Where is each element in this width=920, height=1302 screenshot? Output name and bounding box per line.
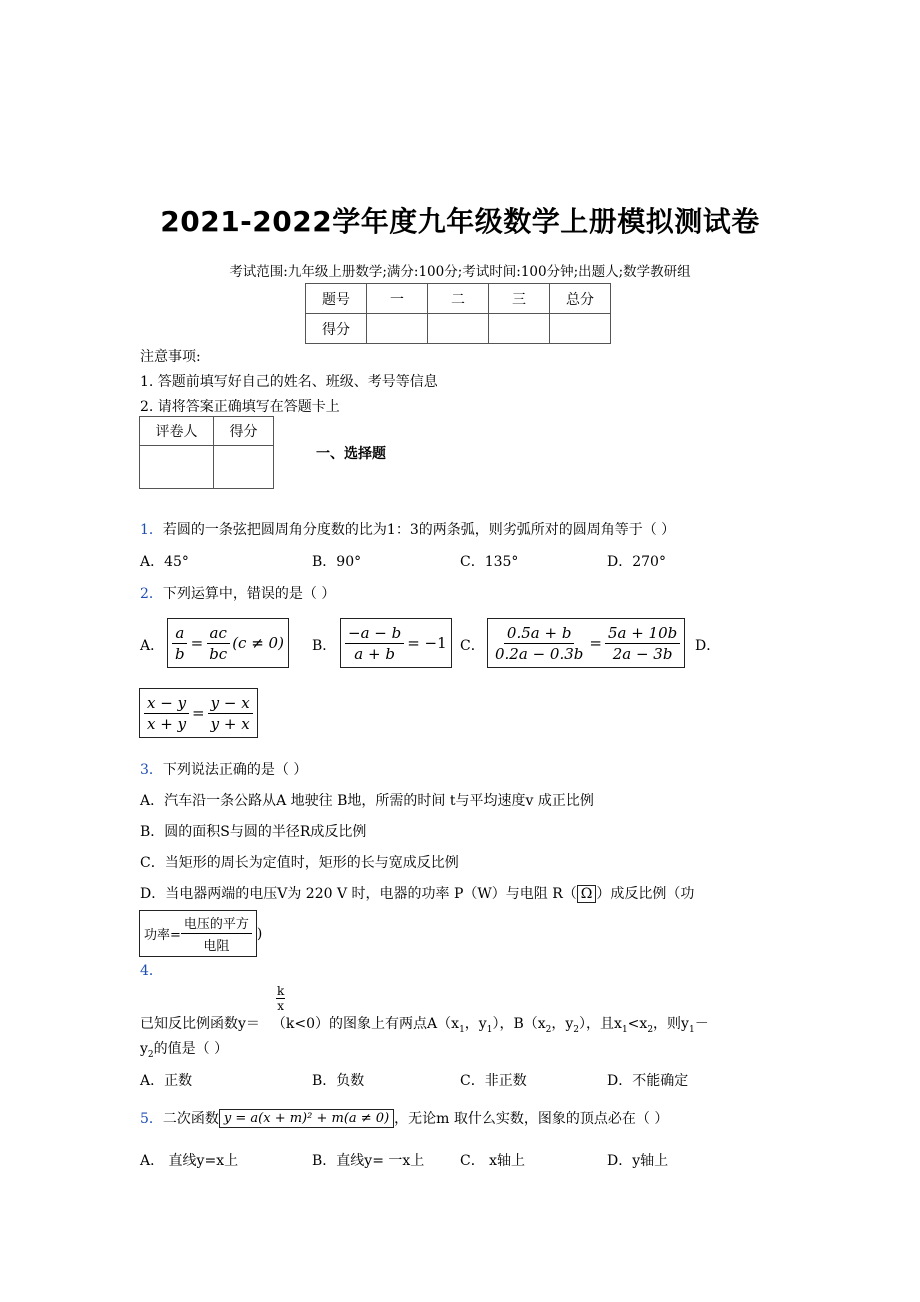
power-formula: 功率= $\frac{\text{电压的平方}}{\text{电阻}}$ ) <box>139 910 262 957</box>
formula-a: $\frac{a}{b}$ = $\frac{ac}{bc}$ (c ≠ 0) <box>167 618 289 668</box>
option-label: C． <box>460 638 485 654</box>
note-item: 1. 答题前填写好自己的姓名、班级、考号等信息 <box>140 374 438 390</box>
formula-d: $\frac{x - y}{x + y}$ = $\frac{y - x}{y + x}$ <box>139 688 258 738</box>
option: C．当矩形的周长为定值时，矩形的长与宽成反比例 <box>140 855 459 871</box>
question-1 <box>140 519 675 539</box>
option-label: D． <box>695 638 721 654</box>
question-number: 1． <box>140 522 163 538</box>
question-3 <box>140 759 307 779</box>
option: A． 直线y=x上 <box>140 1153 239 1169</box>
question-number: 3． <box>140 762 163 778</box>
formula-c: $\frac{0.5a + b}{0.2a - 0.3b}$ = $\frac{5a + 10b}{2a - 3b}$ <box>487 618 685 668</box>
option: A．正数 <box>140 1073 193 1089</box>
option: A．汽车沿一条公路从A 地驶往 B地，所需的时间 t与平均速度v 成正比例 <box>140 793 594 809</box>
question-text: 下列说法正确的是（ ） <box>162 762 308 778</box>
grader-header: 评卷人 <box>140 417 214 446</box>
note-item: 2. 请将答案正确填写在答题卡上 <box>140 399 340 415</box>
score-header-cell: 二 <box>428 284 489 314</box>
score-cell <box>367 314 428 344</box>
question-text: 已知反比例函数y＝ （k<0）的图象上有两点$A(x_1$，$y_1$），$B(x_2$，$y_2$），且$x_1<x_2$，则$y_1-$ <box>140 1016 709 1035</box>
grader-cell <box>140 446 214 489</box>
ohm-symbol: Ω <box>577 885 597 903</box>
option: C．135° <box>460 554 519 570</box>
section-heading: 一、选择题 <box>316 446 386 462</box>
option: B．负数 <box>312 1073 365 1089</box>
option: C．非正数 <box>460 1073 527 1089</box>
notes-heading: 注意事项: <box>140 349 201 365</box>
score-header-cell: 三 <box>489 284 550 314</box>
score-row-label: 得分 <box>306 314 367 344</box>
option-label: A． <box>140 638 165 654</box>
question-text-cont: $y_2$的值是（ ） <box>140 1041 229 1060</box>
option: B．90° <box>312 554 362 570</box>
formula-b: $\frac{-a - b}{a + b}$ = −1 <box>340 618 452 668</box>
grader-header: 得分 <box>214 417 274 446</box>
question-number: 5． <box>140 1111 163 1127</box>
question-number: 2． <box>140 586 163 602</box>
page-title: 2021-2022学年度九年级数学上册模拟测试卷 <box>160 205 760 238</box>
question-5 <box>140 1108 668 1128</box>
question-text: 若圆的一条弦把圆周角分度数的比为1：3的两条弧，则劣弧所对的圆周角等于（ ） <box>162 522 676 538</box>
option: B．直线y= 一x上 <box>312 1153 425 1169</box>
exam-info: 考试范围:九年级上册数学;满分:100分;考试时间:100分钟;出题人;数学教研组 <box>229 264 691 280</box>
fraction-k-over-x: k x <box>277 984 285 1013</box>
formula-q5: y = a(x + m)² + m(a ≠ 0) <box>219 1109 394 1128</box>
grader-table <box>139 416 274 489</box>
question-text: ，无论m 取什么实数，图象的顶点必在（ ） <box>394 1111 669 1127</box>
score-header-cell: 一 <box>367 284 428 314</box>
score-table <box>305 283 611 344</box>
option-label: B． <box>312 638 337 654</box>
question-number: 4． <box>140 963 163 979</box>
score-header-cell: 题号 <box>306 284 367 314</box>
score-cell <box>489 314 550 344</box>
score-header-cell: 总分 <box>550 284 611 314</box>
grader-cell <box>214 446 274 489</box>
option: D．当电器两端的电压V为 220 V 时，电器的功率 P（W）与电阻 R（ Ω ）成反比例（功 <box>140 886 695 902</box>
option: D．y轴上 <box>607 1153 669 1169</box>
score-cell <box>550 314 611 344</box>
option: D．不能确定 <box>607 1073 689 1089</box>
option: D．270° <box>607 554 666 570</box>
question-text: 下列运算中，错误的是（ ） <box>162 586 336 602</box>
question-2 <box>140 583 335 603</box>
option: A．45° <box>140 554 189 570</box>
option: B．圆的面积S与圆的半径R成反比例 <box>140 824 367 840</box>
option: C． x轴上 <box>460 1153 526 1169</box>
score-cell <box>428 314 489 344</box>
question-text: 二次函数 <box>162 1111 219 1127</box>
